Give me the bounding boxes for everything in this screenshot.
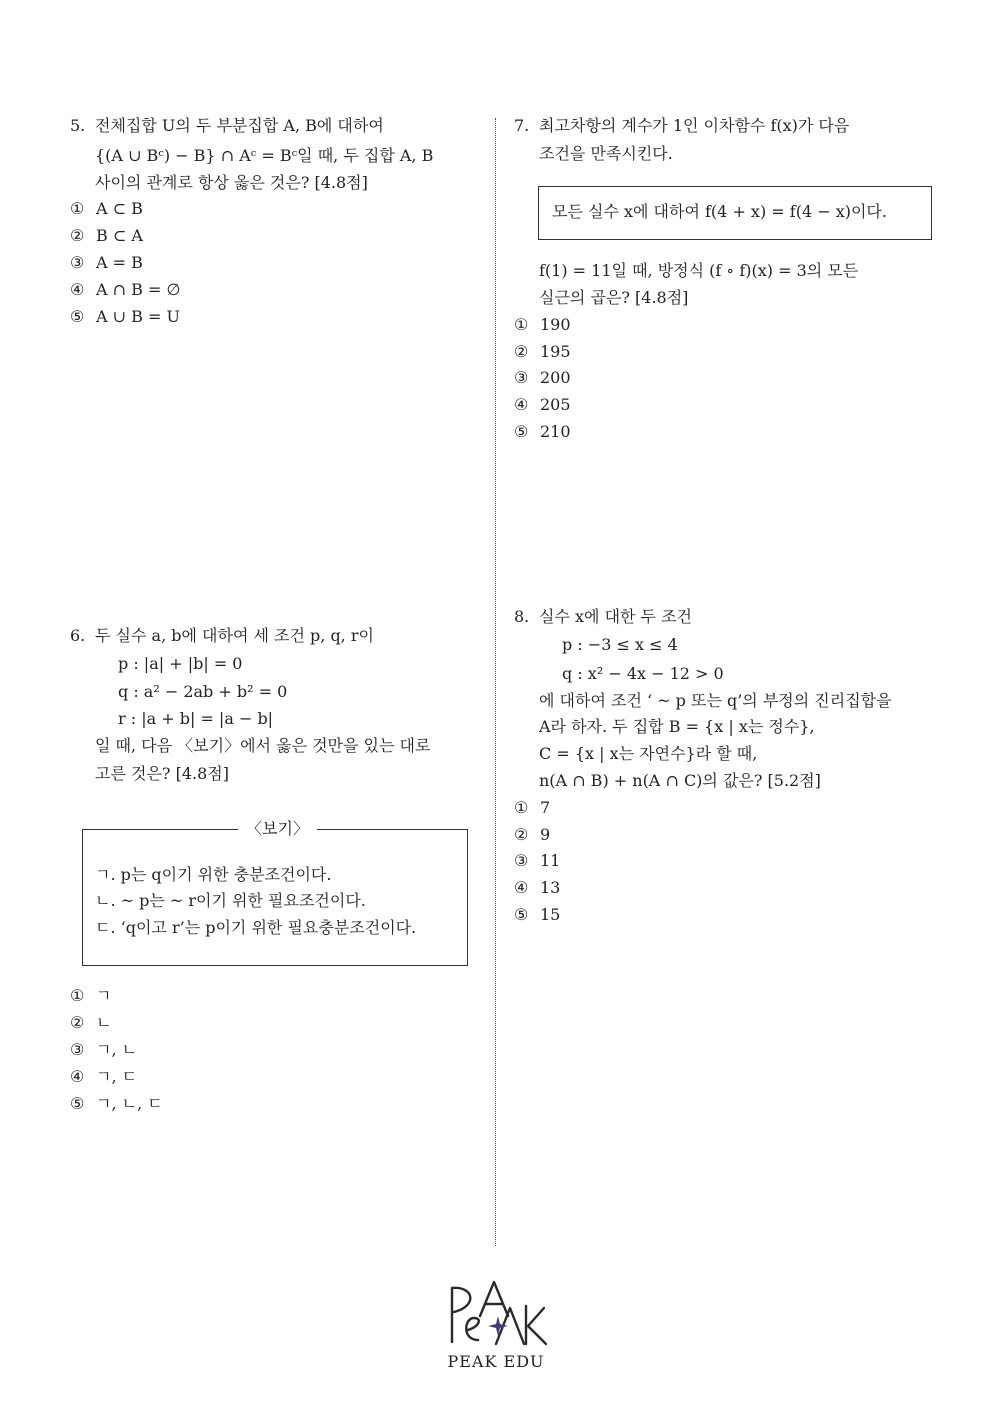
q7-option-4[interactable]: ④ 205: [514, 395, 571, 414]
q6-option-4[interactable]: ④ ㄱ, ㄷ: [70, 1067, 138, 1086]
bogi-item-2: ㄴ. ~ p는 ~ r이기 위한 필요조건이다.: [95, 891, 366, 910]
q6-option-2[interactable]: ② ㄴ: [70, 1013, 112, 1032]
bogi-title: 〈보기〉: [238, 818, 317, 840]
q8-line-1: 에 대하여 조건 ‘ ~ p 또는 q’의 부정의 진리집합을: [539, 691, 892, 710]
q6-intro: 두 실수 a, b에 대하여 세 조건 p, q, r이: [95, 626, 374, 645]
q6-number: 6.: [70, 626, 86, 645]
q5-option-4[interactable]: ④ A ∩ B = ∅: [70, 280, 181, 299]
q7-after-line-1: f(1) = 11일 때, 방정식 (f ∘ f)(x) = 3의 모든: [539, 261, 859, 280]
q5-line-1: 전체집합 U의 두 부분집합 A, B에 대하여: [95, 116, 384, 135]
column-divider: [495, 118, 496, 1246]
q8-line-4: n(A ∩ B) + n(A ∩ C)의 값은? [5.2점]: [539, 771, 821, 790]
q6-condition-p: p : |a| + |b| = 0: [118, 654, 243, 673]
q6-line-1: 일 때, 다음 〈보기〉에서 옳은 것만을 있는 대로: [95, 736, 431, 755]
q7-line-2: 조건을 만족시킨다.: [539, 144, 673, 163]
q8-line-2: A라 하자. 두 집합 B = {x | x는 정수},: [539, 717, 815, 736]
q6-option-1[interactable]: ① ㄱ: [70, 986, 112, 1005]
q8-condition-q: q : x² − 4x − 12 > 0: [562, 664, 724, 683]
q7-line-1: 최고차항의 계수가 1인 이차함수 f(x)가 다음: [539, 116, 850, 135]
q8-option-5[interactable]: ⑤ 15: [514, 905, 561, 924]
q6-option-5[interactable]: ⑤ ㄱ, ㄴ, ㄷ: [70, 1094, 163, 1113]
bogi-item-3: ㄷ. ‘q이고 r’는 p이기 위한 필요충분조건이다.: [95, 918, 417, 937]
q7-number: 7.: [514, 116, 530, 135]
q5-line-2: {(A ∪ Bᶜ) − B} ∩ Aᶜ = Bᶜ일 때, 두 집합 A, B: [95, 146, 434, 165]
logo-text: PEAK EDU: [447, 1352, 545, 1371]
q8-condition-p: p : −3 ≤ x ≤ 4: [562, 635, 678, 654]
q8-intro: 실수 x에 대한 두 조건: [539, 607, 693, 626]
q5-option-1[interactable]: ① A ⊂ B: [70, 199, 143, 218]
q7-after-line-2: 실근의 곱은? [4.8점]: [539, 288, 689, 307]
q7-option-1[interactable]: ① 190: [514, 315, 571, 334]
q5-option-5[interactable]: ⑤ A ∪ B = U: [70, 307, 180, 326]
q6-option-3[interactable]: ③ ㄱ, ㄴ: [70, 1040, 138, 1059]
q8-option-2[interactable]: ② 9: [514, 825, 551, 844]
q8-line-3: C = {x | x는 자연수}라 할 때,: [539, 744, 758, 763]
q5-line-3: 사이의 관계로 항상 옳은 것은? [4.8점]: [95, 173, 368, 192]
q8-option-4[interactable]: ④ 13: [514, 878, 561, 897]
q8-option-3[interactable]: ③ 11: [514, 851, 561, 870]
q5-option-3[interactable]: ③ A = B: [70, 253, 143, 272]
q7-option-2[interactable]: ② 195: [514, 342, 571, 361]
q5-option-2[interactable]: ② B ⊂ A: [70, 226, 143, 245]
q8-number: 8.: [514, 607, 530, 626]
q6-condition-q: q : a² − 2ab + b² = 0: [118, 682, 288, 701]
q8-option-1[interactable]: ① 7: [514, 798, 551, 817]
q7-condition-text: 모든 실수 x에 대하여 f(4 + x) = f(4 − x)이다.: [552, 202, 887, 221]
bogi-item-1: ㄱ. p는 q이기 위한 충분조건이다.: [95, 865, 332, 884]
q7-option-3[interactable]: ③ 200: [514, 368, 571, 387]
q5-number: 5.: [70, 116, 86, 135]
q6-condition-r: r : |a + b| = |a − b|: [118, 709, 274, 728]
q7-option-5[interactable]: ⑤ 210: [514, 422, 571, 441]
q6-line-2: 고른 것은? [4.8점]: [95, 764, 229, 783]
